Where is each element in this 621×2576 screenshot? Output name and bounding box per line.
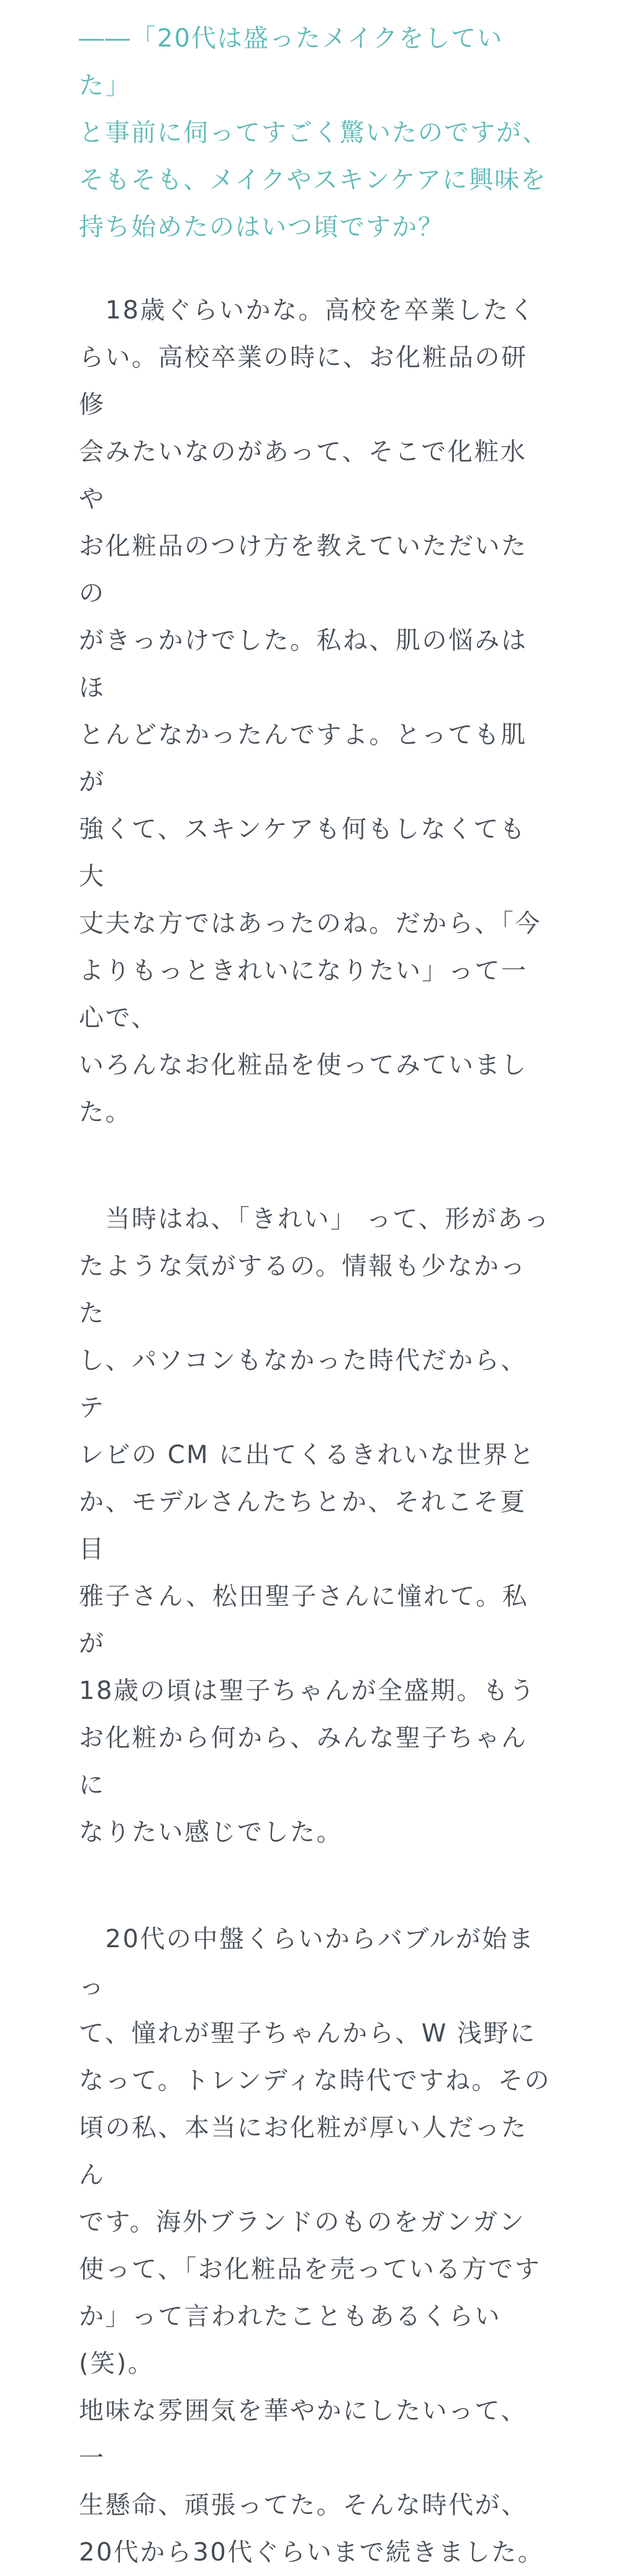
answer-paragraph-1: 18歳ぐらいかな。高校を卒業したく らい。高校卒業の時に、お化粧品の研修 会みたいなのがあって、そこで化粧水や お化粧品のつけ方を教えていただいたの がきっかけでした。私ね、肌の悩みはほ とんどなかったんですよ。とっても肌が 強くて、スキンケアも何もしなくても大 丈夫な方ではあったのね。だから、「今 よりもっときれいになりたい」って一心で、 いろんなお化粧品を使ってみていました。 [79,296,542,1127]
article-body [79,0,551,2576]
answer-paragraph-2: 当時はね、「きれい」 って、形があっ たような気がするの。情報も少なかった し、パソコンもなかった時代だから、テ レビの CM に出てくるきれいな世界と か、モデルさんたちとか、それこそ夏目 雅子さん、松田聖子さんに憧れて。私が 18歳の頃は聖子ちゃんが全盛期。もう お化粧から何から、みんな聖子ちゃんに なりたい感じでした。 [79,1205,551,1847]
interview-question: ――「20代は盛ったメイクをしていた」 と事前に伺ってすごく驚いたのですが、 そもそも、メイクやスキンケアに興味を 持ち始めたのはいつ頃ですか？ [79,24,548,241]
answer-paragraph-3: 20代の中盤くらいからバブルが始まっ て、憧れが聖子ちゃんから、W 浅野に なって。トレンディな時代ですね。その 頃の私、本当にお化粧が厚い人だったん です。海外ブランドのものをガンガン 使って、「お化粧品を売っている方です か」って言われたこともあるくらい(笑)。 地味な雰囲気を華やかにしたいって、一 生懸命、頑張ってた。そんな時代が、 20代から30代ぐらいまで続きました。 [79,1925,551,2567]
